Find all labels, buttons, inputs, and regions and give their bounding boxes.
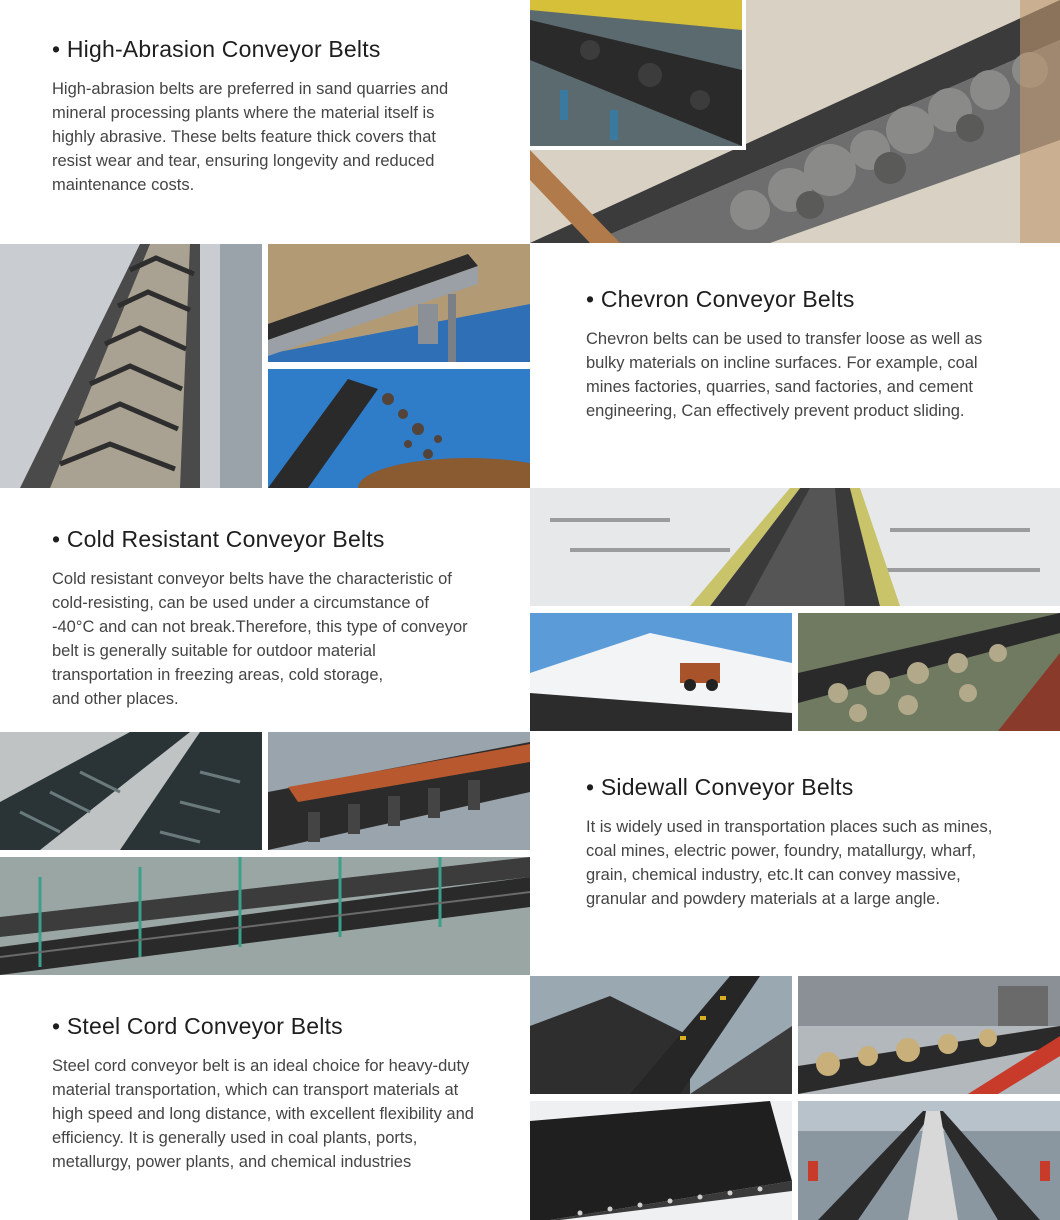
section-steel-cord: [52, 1013, 522, 1174]
sidewall-structure-photo: [0, 857, 530, 975]
section-body: It is widely used in transportation places such as mines, coal mines, electric power, foundry, matallurgy, wharf, grain, chemical industry, etc.It can convey massive, granular and powdery materials at a large angle.: [586, 818, 993, 908]
section-title: • High-Abrasion Conveyor Belts: [52, 36, 381, 62]
long-conveyor-lines-photo: [798, 1101, 1060, 1220]
section-title: • Cold Resistant Conveyor Belts: [52, 526, 385, 552]
section-cold-resistant: [52, 526, 522, 711]
section-chevron: [586, 286, 1046, 423]
section-body: High-abrasion belts are preferred in sand quarries and mineral processing plants where the material itself is highly abrasive. These belts feature thick covers that resist wear and tear, ensuring longevity and reduced maintenance costs.: [52, 80, 449, 194]
section-body: Cold resistant conveyor belts have the characteristic of cold-resisting, can be used under a circumstance of -40°C and can not break.Therefore, this type of conveyor belt is generally suitable for outdoor material transportation in freezing areas, cold storage, and other places.: [52, 570, 468, 708]
snowy-conveyor-photo: [530, 488, 1060, 606]
section-title: • Chevron Conveyor Belts: [586, 286, 855, 312]
section-high-abrasion: [52, 36, 522, 197]
coal-conveyor-inset-photo: [530, 0, 746, 150]
stones-on-belt-photo: [798, 613, 1060, 731]
sidewall-belts-photo: [0, 732, 262, 850]
section-title: • Sidewall Conveyor Belts: [586, 774, 854, 800]
steel-cord-sample-photo: [530, 1101, 792, 1220]
coal-pile-conveyor-photo: [530, 976, 792, 1094]
section-title: • Steel Cord Conveyor Belts: [52, 1013, 343, 1039]
dirt-discharge-photo: [268, 369, 530, 488]
salt-pile-conveyor-photo: [530, 613, 792, 731]
chevron-belt-photo: [0, 244, 262, 488]
section-sidewall: [586, 774, 1046, 911]
incline-conveyor-photo: [268, 244, 530, 362]
stones-red-conveyor-photo: [798, 976, 1060, 1094]
section-body: Steel cord conveyor belt is an ideal choice for heavy-duty material transportation, which can transport materials at high speed and long distance, with excellent flexibility and efficiency. It is generally used in coal plants, ports, metallurgy, power plants, and chemical industries: [52, 1057, 474, 1171]
sidewall-red-material-photo: [268, 732, 530, 850]
section-body: Chevron belts can be used to transfer loose as well as bulky materials on incline surfaces. For example, coal mines factories, quarries, sand factories, and cement engineering, Can effectively prevent product sliding.: [586, 330, 983, 420]
